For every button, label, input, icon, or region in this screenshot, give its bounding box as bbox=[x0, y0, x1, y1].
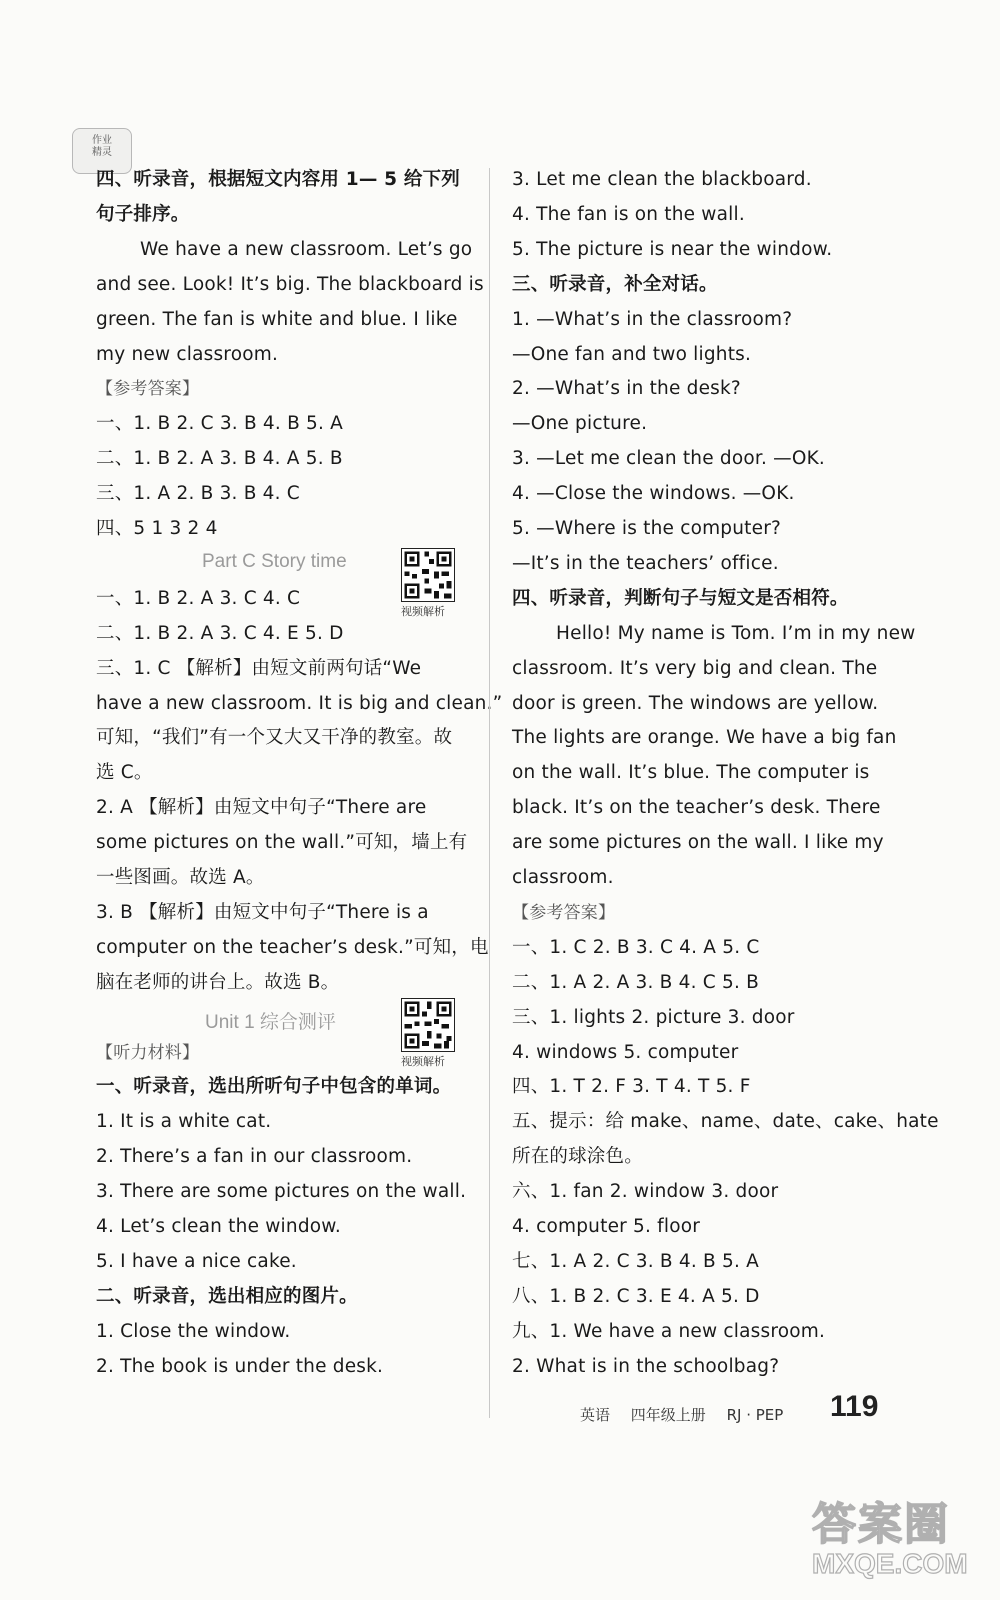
text-line: 5. The picture is near the window. bbox=[512, 238, 833, 260]
text-line: 1. It is a white cat. bbox=[96, 1111, 272, 1133]
footer-subject: 英语 bbox=[580, 1406, 611, 1424]
text-line: 三、1. C 【解析】由短文前两句话“We bbox=[96, 657, 422, 679]
text-line: classroom. It’s very big and clean. The bbox=[512, 657, 878, 679]
qr-caption: 视频解析 bbox=[401, 1055, 445, 1068]
section-heading-part-c: Part C Story time bbox=[202, 551, 347, 572]
text-line: 三、1. A 2. B 3. B 4. C bbox=[96, 483, 300, 505]
text-line: have a new classroom. It is big and clean.” bbox=[96, 692, 503, 714]
text-line: 三、1. lights 2. picture 3. door bbox=[512, 1006, 795, 1028]
text-line: 一些图画。故选 A。 bbox=[96, 867, 265, 888]
text-line: 4. Let’s clean the window. bbox=[96, 1216, 341, 1237]
text-line: Hello! My name is Tom. I’m in my new bbox=[556, 622, 916, 644]
text-line: 三、听录音，补全对话。 bbox=[512, 273, 718, 295]
watermark-logo bbox=[812, 1488, 982, 1588]
text-line: 八、1. B 2. C 3. E 4. A 5. D bbox=[512, 1285, 760, 1307]
text-line: black. It’s on the teacher’s desk. There bbox=[512, 797, 881, 819]
text-line: 一、1. B 2. A 3. C 4. C bbox=[96, 587, 301, 609]
footer-grade: 四年级上册 bbox=[630, 1406, 706, 1424]
text-line: 选 C。 bbox=[96, 762, 153, 784]
text-line: 可知，“我们”有一个又大又干净的教室。故 bbox=[96, 727, 453, 749]
text-line: 四、1. T 2. F 3. T 4. T 5. F bbox=[512, 1076, 751, 1098]
text-line: 4. The fan is on the wall. bbox=[512, 203, 745, 225]
text-line: 3. B 【解析】由短文中句子“There is a bbox=[96, 901, 429, 923]
footer-edition: RJ · PEP bbox=[726, 1406, 784, 1424]
text-line: 【参考答案】 bbox=[96, 379, 200, 400]
text-line: are some pictures on the wall. I like my bbox=[512, 832, 884, 854]
text-line: 2. A 【解析】由短文中句子“There are bbox=[96, 797, 427, 819]
text-line: computer on the teacher’s desk.”可知，电 bbox=[96, 936, 489, 958]
text-line: classroom. bbox=[512, 867, 614, 888]
text-line: 4. computer 5. floor bbox=[512, 1216, 701, 1237]
text-line: 二、1. B 2. A 3. B 4. A 5. B bbox=[96, 448, 343, 470]
text-line: 四、听录音，判断句子与短文是否相符。 bbox=[512, 587, 849, 609]
watermark-logo-text: 答案圈 bbox=[812, 1499, 950, 1550]
text-line: 2. —What’s in the desk? bbox=[512, 378, 741, 400]
text-line: 四、听录音，根据短文内容用 1— 5 给下列 bbox=[96, 169, 460, 190]
text-line: 二、1. B 2. A 3. C 4. E 5. D bbox=[96, 622, 344, 644]
text-line: door is green. The windows are yellow. bbox=[512, 692, 879, 714]
text-line: The lights are orange. We have a big fan bbox=[512, 727, 897, 749]
text-line: some pictures on the wall.”可知，墙上有 bbox=[96, 832, 468, 854]
qr-code-icon[interactable] bbox=[401, 548, 455, 602]
text-line: 4. windows 5. computer bbox=[512, 1041, 739, 1063]
text-line: my new classroom. bbox=[96, 343, 279, 365]
text-line: green. The fan is white and blue. I like bbox=[96, 308, 458, 330]
text-line: 2. The book is under the desk. bbox=[96, 1355, 384, 1377]
text-line: 脑在老师的讲台上。故选 B。 bbox=[96, 971, 340, 993]
qr-code-icon[interactable] bbox=[401, 998, 455, 1052]
text-line: 2. There’s a fan in our classroom. bbox=[96, 1146, 413, 1168]
text-line: 二、1. A 2. A 3. B 4. C 5. B bbox=[512, 971, 759, 993]
text-line: 一、听录音，选出所听句子中包含的单词。 bbox=[96, 1076, 452, 1098]
text-line: 二、听录音，选出相应的图片。 bbox=[96, 1285, 358, 1307]
text-line: 3. Let me clean the blackboard. bbox=[512, 169, 812, 190]
text-line: 七、1. A 2. C 3. B 4. B 5. A bbox=[512, 1250, 759, 1272]
text-line: 3. —Let me clean the door. —OK. bbox=[512, 448, 826, 470]
text-line: 四、5 1 3 2 4 bbox=[96, 518, 218, 539]
text-line: 1. —What’s in the classroom? bbox=[512, 308, 793, 330]
text-line: 六、1. fan 2. window 3. door bbox=[512, 1181, 779, 1203]
text-line: 5. I have a nice cake. bbox=[96, 1250, 297, 1272]
homework-badge: 作业 精灵 bbox=[72, 128, 132, 174]
text-line: 【参考答案】 bbox=[512, 902, 616, 923]
text-line: and see. Look! It’s big. The blackboard is bbox=[96, 273, 484, 295]
column-divider bbox=[489, 168, 490, 1418]
text-line: 【听力材料】 bbox=[96, 1042, 200, 1063]
page-number: 119 bbox=[830, 1390, 879, 1423]
text-line: 一、1. B 2. C 3. B 4. B 5. A bbox=[96, 413, 344, 435]
qr-caption: 视频解析 bbox=[401, 605, 445, 618]
text-line: 3. There are some pictures on the wall. bbox=[96, 1181, 467, 1203]
section-heading-unit-test: Unit 1 综合测评 bbox=[205, 1012, 336, 1033]
text-line: 一、1. C 2. B 3. C 4. A 5. C bbox=[512, 936, 760, 958]
text-line: 九、1. We have a new classroom. bbox=[512, 1320, 826, 1342]
watermark-url: MXQE.COM bbox=[812, 1548, 968, 1579]
text-line: on the wall. It’s blue. The computer is bbox=[512, 762, 870, 784]
page-footer bbox=[580, 1404, 799, 1425]
text-line: —One fan and two lights. bbox=[512, 343, 752, 365]
text-line: 4. —Close the windows. —OK. bbox=[512, 483, 795, 505]
text-line: —One picture. bbox=[512, 413, 648, 435]
text-line: 五、提示：给 make、name、date、cake、hate bbox=[512, 1111, 939, 1133]
text-line: We have a new classroom. Let’s go bbox=[140, 238, 473, 260]
text-line: —It’s in the teachers’ office. bbox=[512, 552, 779, 574]
text-line: 句子排序。 bbox=[96, 203, 190, 225]
text-line: 所在的球涂色。 bbox=[512, 1146, 643, 1168]
text-line: 5. —Where is the computer? bbox=[512, 518, 782, 539]
text-line: 1. Close the window. bbox=[96, 1320, 291, 1342]
text-line: 2. What is in the schoolbag? bbox=[512, 1355, 780, 1377]
